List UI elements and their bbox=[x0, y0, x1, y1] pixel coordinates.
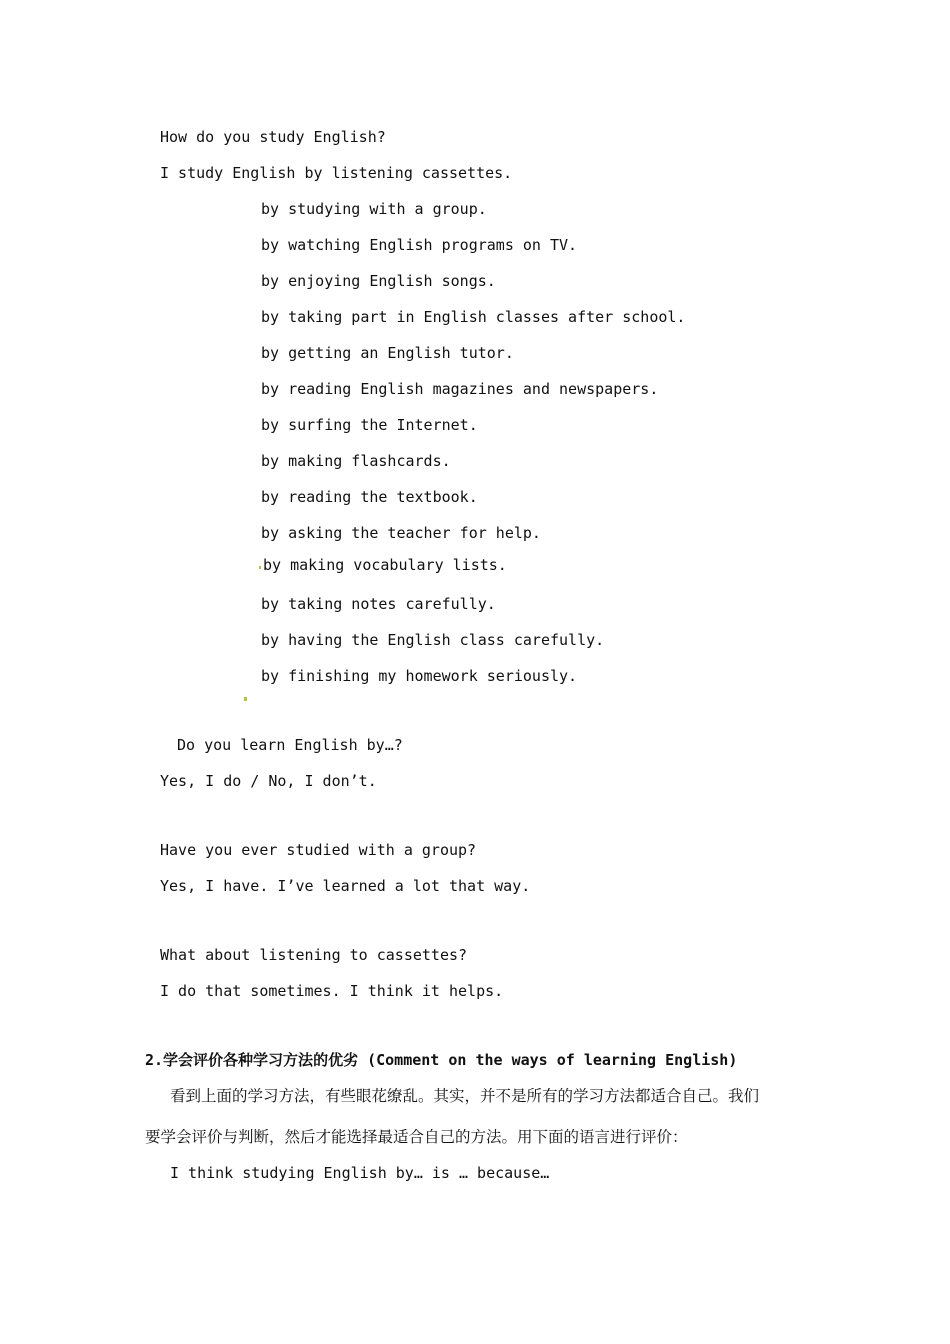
question-studied-group: Have you ever studied with a group? bbox=[160, 841, 477, 859]
scan-speck bbox=[259, 566, 261, 569]
method-item: by getting an English tutor. bbox=[261, 344, 514, 362]
method-item: by finishing my homework seriously. bbox=[261, 667, 578, 685]
method-item: by reading the textbook. bbox=[261, 488, 478, 506]
method-item: by having the English class carefully. bbox=[261, 631, 605, 649]
section-2-heading: 2.学会评价各种学习方法的优劣 (Comment on the ways of learning English) bbox=[145, 1051, 738, 1069]
method-item: by enjoying English songs. bbox=[261, 272, 496, 290]
method-item: by reading English magazines and newspapers. bbox=[261, 380, 659, 398]
method-item: by studying with a group. bbox=[261, 200, 487, 218]
method-item: by taking notes carefully. bbox=[261, 595, 496, 613]
scan-speck bbox=[244, 697, 247, 701]
question-listening-cassettes: What about listening to cassettes? bbox=[160, 946, 468, 964]
question-learn-by: Do you learn English by…? bbox=[177, 736, 403, 754]
method-item: by watching English programs on TV. bbox=[261, 236, 578, 254]
method-item: by taking part in English classes after school. bbox=[261, 308, 686, 326]
section-2-paragraph-line-1: 看到上面的学习方法，有些眼花缭乱。其实，并不是所有的学习方法都适合自己。我们 bbox=[170, 1087, 760, 1105]
section-2-paragraph-line-2: 要学会评价与判断，然后才能选择最适合自己的方法。用下面的语言进行评价： bbox=[145, 1128, 688, 1146]
answer-yes-no: Yes, I do / No, I don’t. bbox=[160, 772, 377, 790]
answer-do-sometimes: I do that sometimes. I think it helps. bbox=[160, 982, 504, 1000]
answer-learned-a-lot: Yes, I have. I’ve learned a lot that way. bbox=[160, 877, 531, 895]
method-item: by surfing the Internet. bbox=[261, 416, 478, 434]
question-how-study: How do you study English? bbox=[160, 128, 386, 146]
method-item: by asking the teacher for help. bbox=[261, 524, 541, 542]
answer-listening-cassettes: I study English by listening cassettes. bbox=[160, 164, 513, 182]
evaluation-sentence-pattern: I think studying English by… is … because… bbox=[170, 1164, 550, 1182]
method-item: by making flashcards. bbox=[261, 452, 451, 470]
method-item: by making vocabulary lists. bbox=[263, 556, 507, 574]
